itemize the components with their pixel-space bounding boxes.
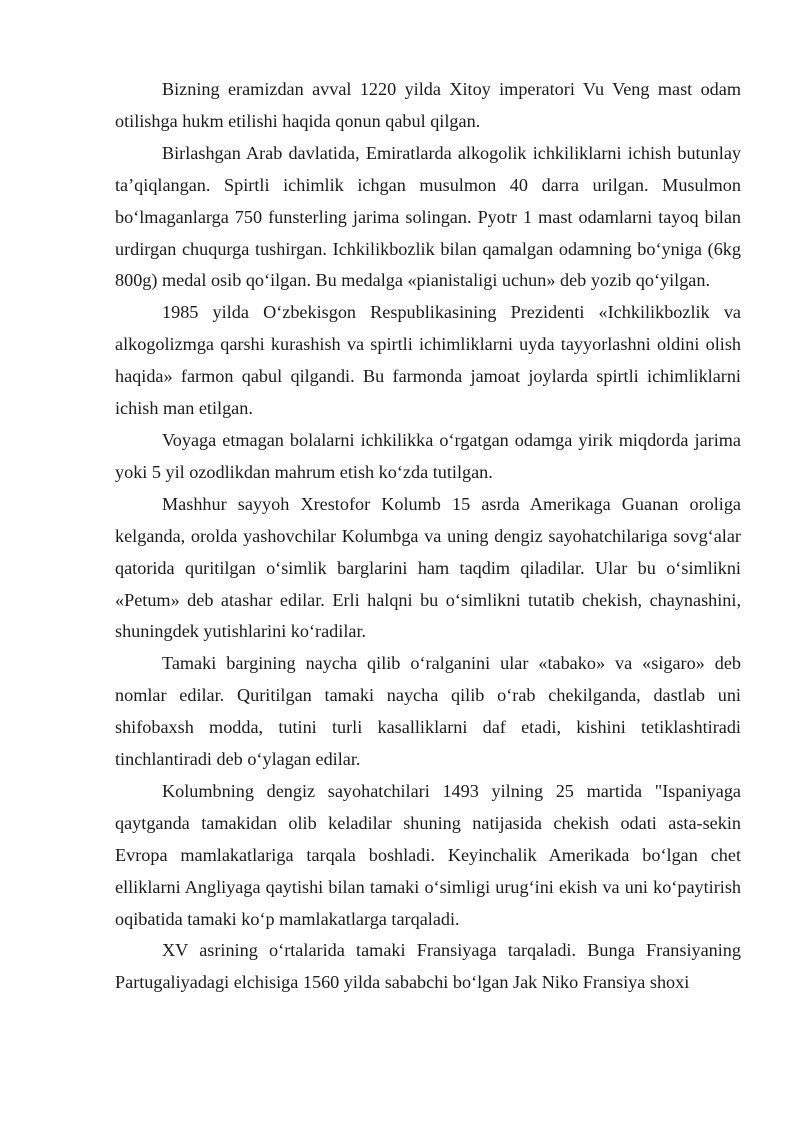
paragraph-8: XV asrining o‘rtalarida tamaki Fransiyaga tarqaladi. Bunga Fransiyaning Partugaliyadagi elchisiga 1560 yilda sababchi bo‘lgan Jak Niko Fransiya shoxi bbox=[115, 940, 741, 993]
document-body bbox=[115, 74, 741, 999]
paragraph-2: Birlashgan Arab davlatida, Emiratlarda alkogolik ichkiliklarni ichish butunlay ta’qiqlangan. Spirtli ichimlik ichgan musulmon 40 darra urilgan. Musulmon bo‘lmaganlarga 750 funsterling jarima solingan. Pyotr 1 mast odamlarni tayoq bilan urdirgan chuqurga tushirgan. Ichkilikbozlik bilan qamalgan odamning bo‘yniga (6kg 800g) medal osib qo‘ilgan. Bu medalga «pianistaligi uchun» deb yozib qo‘yilgan. bbox=[115, 142, 741, 291]
paragraph-3: 1985 yilda O‘zbekisgon Respublikasining Prezidenti «Ichkilikbozlik va alkogolizmga qarshi kurashish va spirtli ichimliklarni uyda tayyorlashni oldini olish haqida» farmon qabul qilgandi. Bu farmonda jamoat joylarda spirtli ichimliklarni ichish man etilgan. bbox=[115, 302, 741, 419]
paragraph-5: Mashhur sayyoh Xrestofor Kolumb 15 asrda Amerikaga Guanan oroliga kelganda, orolda yashovchilar Kolumbga va uning dengiz sayohatchilariga sovg‘alar qatorida quritilgan o‘simlik barglarini ham taqdim qiladilar. Ular bu o‘simlikni «Petum» deb atashar edilar. Erli halqni bu o‘simlikni tutatib chekish, chaynashini, shuningdek yutishlarini ko‘radilar. bbox=[115, 493, 741, 642]
paragraph-4: Voyaga etmagan bolalarni ichkilikka o‘rgatgan odamga yirik miqdorda jarima yoki 5 yil ozodlikdan mahrum etish ko‘zda tutilgan. bbox=[115, 429, 741, 482]
paragraph-1: Bizning eramizdan avval 1220 yilda Xitoy imperatori Vu Veng mast odam otilishga hukm etilishi haqida qonun qabul qilgan. bbox=[115, 79, 741, 131]
paragraph-6: Tamaki bargining naycha qilib o‘ralganini ular «tabako» va «sigaro» deb nomlar edilar. Quritilgan tamaki naycha qilib o‘rab chekilganda, dastlab uni shifobaxsh modda, tutini turli kasalliklarni daf etadi, kishini tetiklashtiradi tinchlantiradi deb o‘ylagan edilar. bbox=[115, 653, 741, 770]
paragraph-7: Kolumbning dengiz sayohatchilari 1493 yilning 25 martida "Ispaniyaga qaytganda tamakidan olib keladilar shuning natijasida chekish odati asta-sekin Evropa mamlakatlariga tarqala boshladi. Keyinchalik Amerikada bo‘lgan chet elliklarni Angliyaga qaytishi bilan tamaki o‘simligi urug‘ini ekish va uni ko‘paytirish oqibatida tamaki ko‘p mamlakatlarga tarqaladi. bbox=[115, 780, 741, 929]
